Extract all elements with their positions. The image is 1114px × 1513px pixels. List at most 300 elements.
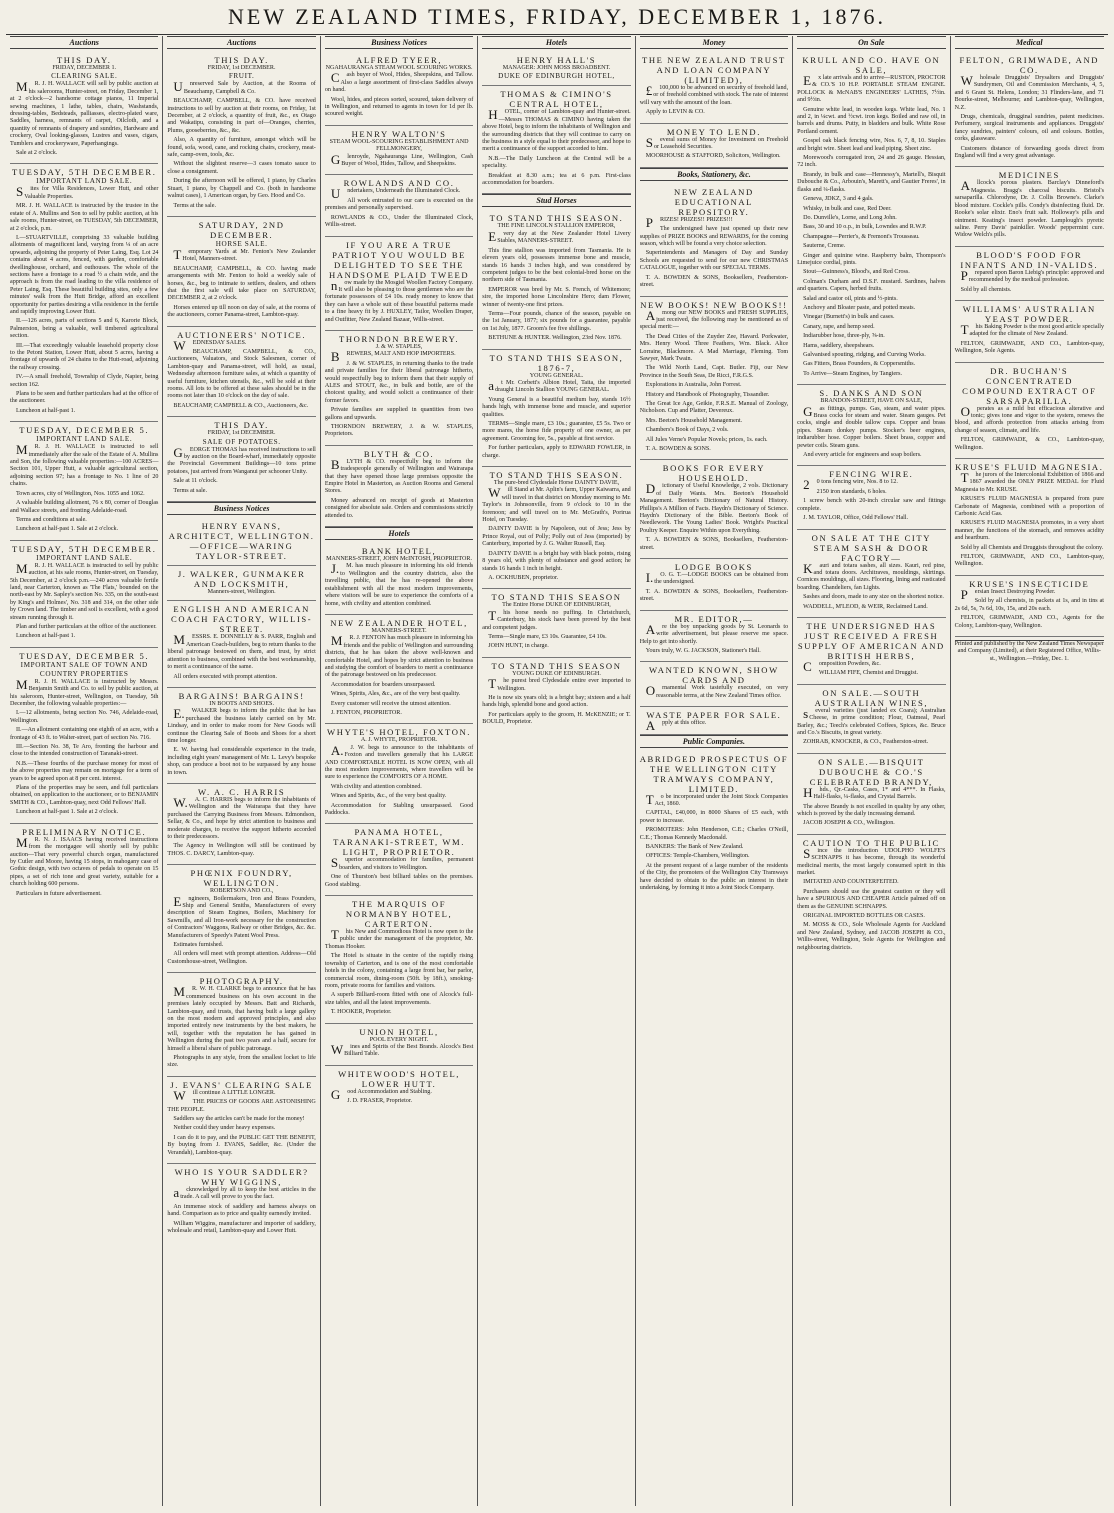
- ad-body: [167, 893, 316, 967]
- section-heading: Hotels: [325, 527, 473, 540]
- advertisement: [640, 611, 788, 663]
- advertisement: [955, 459, 1104, 576]
- ad-paragraph: Terms at the sale.: [173, 202, 216, 209]
- ad-body: [955, 472, 1104, 569]
- column-5: [636, 36, 793, 1506]
- ad-heading: KRUSE'S FLUID MAGNESIA.: [955, 462, 1104, 472]
- advertisement: [167, 566, 315, 601]
- ad-paragraph: BANKERS: The Bank of New Zealand.: [645, 843, 744, 850]
- advertisement: [167, 518, 315, 566]
- ad-paragraph: ZOHRAB, KNOCKER, & CO., Featherston-street.: [803, 739, 929, 746]
- ad-title: IMPORTANT LAND SALE.: [36, 553, 133, 562]
- ad-paragraph: Apply at this office.: [645, 718, 707, 734]
- ad-body: [167, 1087, 316, 1157]
- ad-paragraph: J. FENTON, PROPRIETOR.: [330, 709, 402, 716]
- advertisement: [10, 422, 158, 540]
- ad-paragraph: T. HOOKER, Proprietor.: [330, 1009, 392, 1016]
- ad-heading: TO STAND THIS SEASON.: [489, 470, 624, 481]
- ad-body: [325, 188, 473, 229]
- ad-paragraph: several varieties (just landed ex Coara); Australian Cheese, in prime condition; Flour, Oatmeal, Pearl Barley, &c.; Teech's celebrated Coffees, Spices, &c. Bruce and Co.'s Biscuits, in great variety.: [797, 705, 946, 736]
- ad-heading: PHŒNIX FOUNDRY, WELLINGTON.: [190, 868, 293, 889]
- ad-paragraph: Cash buyer of Wool, Hides, Sheepskins, and Tallow. Also a large assortment of first-class Saddles always on hand.: [324, 70, 474, 94]
- advertisement: [482, 350, 630, 467]
- ad-paragraph: Private families are supplied in quantities from two gallons and upwards.: [324, 407, 474, 421]
- ad-heading: DR. BUCHAN'S CONCENTRATED COMPOUND EXTRACT OF SARSAPARILLA.: [962, 365, 1097, 406]
- ad-body: [10, 81, 158, 157]
- ad-paragraph: Several sums of Money for Investment on Freehold or Leasehold Securities.: [645, 134, 789, 151]
- advertisement: [325, 543, 473, 615]
- ad-heading: BANK HOTEL,: [361, 546, 437, 557]
- ad-body: [325, 151, 474, 169]
- ad-paragraph: £100,000 to be advanced on security of freehold land, or of freehold combined with stock. The rate of interest will vary with the amount of the loan.: [639, 83, 789, 106]
- advertisement: [167, 1077, 315, 1164]
- ad-heading: NEW ZEALANDER HOTEL,: [330, 617, 468, 628]
- advertisement: [10, 52, 158, 164]
- advertisement: [325, 331, 473, 446]
- ad-body: [797, 560, 946, 611]
- ad-heading: THOMAS & CIMINO'S CENTRAL HOTEL,: [500, 89, 613, 110]
- ad-body: [167, 708, 315, 777]
- advertisement: [325, 824, 473, 896]
- advertisement: [167, 1164, 315, 1241]
- ad-paragraph: The jurors of the Intercolonial Exhibition of 1866 and 1867 awarded the ONLY PRIZE MEDAL for Fluid Magnesia to Mr. KRUSE.: [954, 470, 1104, 493]
- ad-title: CLEARING SALE.: [51, 72, 118, 81]
- ad-heading: WHYTE'S HOTEL, FOXTON.: [327, 727, 472, 738]
- ad-paragraph: KRUSE'S FLUID MAGNESIA is prepared from pure Carbonate of Magnesia, combined with a proportion of Carbonic Acid Gas.: [954, 496, 1104, 518]
- ad-paragraph: Sites for Villa Residences, Lower Hutt, and other Valuable Properties.: [16, 184, 159, 200]
- advertisement: [325, 237, 473, 331]
- ad-heading: MEDICINES: [998, 170, 1060, 181]
- ad-title: IMPORTANT SALE OF TOWN AND COUNTRY PROPERTIES: [20, 660, 148, 678]
- advertisement: [167, 52, 315, 217]
- ad-paragraph: Canary, rape, and hemp seed.: [803, 323, 875, 330]
- ad-paragraph: MR. J. FENTON has much pleasure in informing his friends and the public of Wellington and surrounding districts, that he has taken the above well-known and comfortable Hotel, and hopes by strict attention to business and studying the comfort of boarders to merit a continuance of the patronage bestowed on his predecessor.: [324, 633, 474, 679]
- ad-body: [167, 634, 315, 680]
- ad-paragraph: All Jules Verne's Popular Novels; prices, 1s. each.: [645, 436, 768, 443]
- advertisement: [797, 52, 945, 385]
- advertisement: [167, 601, 315, 687]
- ad-body: [325, 1041, 474, 1059]
- ad-heading: BLYTH & CO.: [363, 448, 435, 459]
- ad-paragraph: The Agency in Wellington will still be continued by THOS. C. DARCY, Lambton-quay.: [167, 843, 316, 857]
- advertisement: [955, 247, 1104, 301]
- ad-paragraph: W.A. C. HARRIS begs to inform the inhabitants of Wellington and the Wairarapa that they have purchased the Carrying Business from Messrs. Edmondson, Sellar, & Co., and hope by strict attention to business and moderate charges, to receive the support hitherto accorded to their predecessors.: [167, 794, 316, 840]
- ad-body: [167, 794, 316, 858]
- ad-paragraph: Terms—Four pounds, chance of the season, payable on the 1st January, 1877; six pounds for a guarantee, payable on 1st July, 1877. Groom's fee five shillings.: [482, 310, 631, 332]
- ad-paragraph: Since the introduction UDOLPHO WOLFE'S SCHNAPPS it has become, through its wonderful medicinal merits, the most largely consumed spirit in this market.: [797, 845, 946, 877]
- ad-paragraph: DAINTY DAVIE is a bright bay with black points, rising 8 years old, with plenty of substance and good action; he stands 16 hands 1 inch in height.: [482, 550, 631, 572]
- section-heading: Business Notices: [325, 36, 473, 49]
- ad-body: [10, 676, 159, 817]
- ad-paragraph: 20 tons fencing wire, Nos. 8 to 12.: [803, 477, 898, 493]
- section-heading: On Sale: [797, 36, 945, 49]
- ad-body: [482, 607, 631, 651]
- ad-body: [324, 277, 474, 324]
- ad-paragraph: The Hotel is situate in the centre of the rapidly rising township of Carterton, and is one of the most comfortable hotels in the colony, containing a large front bar, bar parlor, commercial room, dining-room (50ft. by 18ft.), smoking-room, private rooms for families and visitors.: [324, 953, 474, 989]
- ad-paragraph: Breakfast at 8.30 a.m.; tea at 6 p.m. First-class accommodation for boarders.: [482, 172, 631, 187]
- ad-paragraph: Salad and castor oil, pints and ½-pints.: [803, 295, 898, 302]
- ad-paragraph: Morewood's corrugated iron, 24 and 26 gauge. Hessian, 72 inch.: [797, 155, 946, 169]
- ad-subheading: THE FINE LINCOLN STALLION EMPEROR,: [497, 223, 616, 230]
- advertisement: [640, 52, 788, 124]
- ad-paragraph: BEAUCHAMP, CAMPBELL, & CO., Auctioneers, Valuators, and Stock Salesmen, corner of Lambton-quay and Panama-street, will hold, as usual, Wednesday afternoon furniture sales, at which a quantity of useful furniture, kitchen utensils, &c., will be sold at their rooms. All lots to be offered at these sales should be in the rooms not later than 10 o'clock on the day of sale.: [167, 348, 316, 400]
- ad-paragraph: Will continue A LITTLE LONGER.: [173, 1087, 276, 1103]
- ad-paragraph: Sauterne, Creme.: [803, 243, 846, 250]
- advertisement: [955, 576, 1104, 637]
- ad-paragraph: Wines, Spirits, Ales, &c., are of the very best quality.: [330, 691, 461, 698]
- advertisement: [482, 467, 630, 589]
- ad-heading: ON SALE.—BISQUIT DUBOUCHE & CO.'S CELEBRATED BRANDY,: [809, 756, 933, 787]
- ad-heading: WANTED KNOWN, SHOW CARDS AND: [649, 665, 779, 686]
- ad-paragraph: T. A. BOWDEN & SONS, Booksellers, Featherston-street.: [639, 274, 789, 289]
- ad-heading: ON SALE.—SOUTH AUSTRALIAN WINES,: [814, 687, 929, 708]
- ad-paragraph: Terms—Single mare, £3 10s. Guarantee, £4 10s.: [488, 633, 607, 640]
- advertisement: [797, 835, 945, 958]
- ad-paragraph: BETHUNE & HUNTER. Wellington, 23rd Nov. 1876.: [488, 335, 622, 342]
- ad-paragraph: Will Stand at Mr. Aplin's farm, Upper Kaiwarra, and will travel in that district on Monday morning to Mr. Taylor's in Johnsonville, from 9 o'clock to 10 in the forenoon; and will travel on to Mr. McGrath's, Porirua Hotel, on Tuesday.: [482, 485, 631, 524]
- advertisement: [797, 530, 945, 618]
- advertisement: [955, 167, 1104, 246]
- ad-paragraph: I.O. G. T.—LODGE BOOKS can be obtained from the undersigned.: [645, 570, 789, 586]
- ad-paragraph: A superb Billiard-room fitted with one of Alcock's full-size tables, and all the latest improvements.: [324, 992, 474, 1006]
- advertisement: [167, 865, 315, 973]
- ad-paragraph: All orders will meet with prompt attention. Address—Old Customhouse-street, Wellington.: [167, 951, 316, 965]
- ad-paragraph: Wool, hides, and pieces sorted, scoured, taken delivery of in Wellington, and returned to agents in town for 1d per lb. scoured weight.: [324, 96, 474, 118]
- ad-paragraph: One of Thurston's best billiard tables on the premises. Good stabling.: [324, 874, 474, 888]
- ad-heading: TO STAND THIS SEASON: [491, 660, 622, 671]
- advertisement: [167, 784, 315, 865]
- ad-body: [797, 403, 946, 460]
- ad-paragraph: Anchovy and Bloater paste, and potted meats.: [803, 304, 916, 311]
- ad-paragraph: Apply to LEVIN & CO.: [645, 109, 705, 116]
- ad-paragraph: Indiarubber hose, three-ply, ⅝-in.: [803, 333, 885, 340]
- ad-paragraph: FELTON, GRIMWADE, & CO., Lambton-quay, Wellington.: [954, 437, 1104, 451]
- colophon: Printed and published by the New Zealand Times Newspaper and Company (Limited), at their Registered Office, Willis-st., Wellington.—Friday, Dec. 1.: [954, 640, 1104, 662]
- ad-body: [167, 246, 316, 320]
- ad-heading: TUESDAY, 5TH DECEMBER.: [11, 543, 157, 554]
- ad-paragraph: II.—An allotment containing one eighth of an acre, with a frontage of 43 ft. to Walter-street, part of section No. 716.: [10, 727, 159, 741]
- ad-title: IMPORTANT LAND SALE.: [36, 435, 133, 444]
- ad-body: [640, 134, 789, 161]
- ad-body: [955, 267, 1104, 294]
- column-2: [163, 36, 320, 1506]
- ad-title: DUKE OF EDINBURGH HOTEL,: [498, 72, 615, 81]
- ad-heading: BARGAINS! BARGAINS!: [178, 690, 305, 701]
- ad-body: [167, 444, 316, 495]
- ad-paragraph: Plans to be seen and further particulars had at the office of the auctioneer.: [10, 391, 159, 405]
- ad-body: [954, 321, 1104, 356]
- ad-body: [954, 586, 1104, 630]
- ad-paragraph: IMITATED AND COUNTERFEITED.: [803, 879, 899, 886]
- ad-body: [10, 444, 158, 533]
- ad-paragraph: Vinegar (Burnett's) in bulk and cases.: [803, 314, 895, 321]
- ad-heading: TUESDAY, DECEMBER 5.: [19, 650, 150, 661]
- ad-paragraph: Luncheon at half-past 1.: [16, 407, 76, 414]
- ad-paragraph: JOHN HUNT, in charge.: [488, 643, 549, 650]
- ad-heading: TUESDAY, DECEMBER 5.: [19, 425, 150, 436]
- ad-paragraph: BEAUCHAMP, CAMPBELL & CO., Auctioneers, &c.: [173, 402, 309, 409]
- ad-subheading: POOL EVERY NIGHT.: [369, 1036, 429, 1043]
- advertisement: [640, 751, 788, 899]
- ad-heading: PHOTOGRAPHY.: [199, 976, 284, 987]
- ad-body: [482, 377, 631, 460]
- ad-paragraph: Among our NEW BOOKS and FRESH SUPPLIES, just received, the following may be mentioned as of special merit:—: [639, 307, 789, 331]
- advertisement: [482, 86, 630, 194]
- advertisement: [640, 559, 788, 611]
- ad-paragraph: This horse needs no puffing. In Christchurch, Canterbury, his stock have been proved by the best and competent judges.: [482, 607, 631, 631]
- ad-heading: FELTON, GRIMWADE, AND CO.: [959, 55, 1100, 75]
- ad-paragraph: FELTON, GRIMWADE, AND CO., Lambton-quay, Wellington.: [954, 554, 1104, 568]
- ad-paragraph: MR. J. H. WALLACE will sell by public auction at his salerooms, Hunter-street, on Friday, December 1, at 2 o'clock—2 handsome cottage pianos, 11 Imperial sewing machines, 1 lathe, tables, chairs, Washstands, dressing-tables, Bedsteads, palliasses, electro-plated ware, Saddles, harness, remnants of carpet, Oilcloth, and a quantity of remnants of drapery and sundries, Hardware and crockery, Oval looking-glasses, Lustres and vases, cigars, Tumblers and crockeryware, Paperhangings.: [10, 79, 159, 147]
- ad-body: [954, 403, 1104, 452]
- ad-paragraph: II.—126 acres, parts of sections 5 and 6, Karorie Block, Palmerston, being a valuable, well timbered agricultural section.: [10, 318, 159, 340]
- ad-paragraph: All orders executed with prompt attention.: [173, 673, 277, 680]
- ad-heading: HENRY HALL'S: [516, 55, 597, 65]
- ad-subheading: MANNERS-STREET, JOHN McINTOSH, PROPRIETOR.: [326, 556, 473, 563]
- advertisement: [167, 973, 315, 1076]
- column-3: [321, 36, 478, 1506]
- ad-subheading: J. & W. STAPLES,: [375, 343, 423, 350]
- ad-body: [10, 834, 159, 898]
- ad-paragraph: Superior accommodation for families, permanent boarders, and visitors to Wellington.: [330, 855, 474, 871]
- ad-paragraph: THORNDON BREWERY, J. & W. STAPLES, Proprietors.: [324, 424, 474, 438]
- ad-body: [167, 337, 316, 411]
- ad-body: [324, 456, 474, 520]
- ad-body: [10, 186, 158, 415]
- ad-paragraph: E. W. having had considerable experience in the trade, including eight years' management of Mr. L. Levy's bespoke shop, can produce a boot not to be surpassed by any house in town.: [167, 747, 316, 776]
- ad-heading: WHITEWOOD'S HOTEL, LOWER HUTT.: [338, 1068, 461, 1089]
- ad-paragraph: Customers distance of forwarding goods direct from England will find a very great advantage.: [954, 145, 1104, 160]
- ad-paragraph: GEORGE THOMAS has received instructions to sell by auction on the Board-wharf, immediately opposite the Provincial Government Buildings—10 tons prime potatoes, just arrived from Wanganui per schooner Unity.: [167, 444, 316, 475]
- ad-heading: KRULL AND CO. HAVE ON SALE,: [802, 55, 941, 75]
- ad-body: [955, 180, 1104, 239]
- ad-heading: PANAMA HOTEL, TARANAKI-STREET, WM. LIGHT, PROPRIETOR.: [333, 827, 466, 858]
- advertisement: [167, 217, 315, 327]
- section-heading: Medical: [955, 36, 1104, 49]
- section-heading: Auctions: [10, 36, 158, 49]
- ad-paragraph: FELTON, GRIMWADE, AND CO., Agents for the Colony, Lambton-quay, Wellington.: [954, 615, 1104, 629]
- ad-paragraph: To Arrive—Steam Engines, by Tangiers.: [803, 370, 903, 377]
- ad-paragraph: Genuine white lead, in wooden kegs. White lead, No. 1 and 2, in ¼cwt. and ½cwt. iron kegs. Boiled and raw oil, in barrels and drums. Putty, in bladders and bulk. White Rose Portland cement.: [797, 106, 946, 135]
- ad-heading: TO STAND THIS SEASON: [491, 592, 622, 603]
- ad-paragraph: BEAUCHAMP, CAMPBELL, & CO. having made arrangements with Mr. Fenton to hold a weekly sale of horses, &c., beg to intimate to settlers, dealers, and others that the first sale will take place on SATURDAY, DECEMBER 2, at 2 o'clock.: [167, 265, 316, 302]
- ad-paragraph: JACOB JOSEPH & CO., Wellington.: [803, 820, 895, 827]
- ad-paragraph: Superintendents and Managers of Day and Sunday Schools are requested to send for our new CHRISTMAS CATALOGUE, together with our SPECIAL TERMS.: [639, 250, 789, 272]
- ad-subheading: BRANDON-STREET, HAVE ON SALE,: [820, 398, 923, 405]
- advertisement: [797, 385, 945, 466]
- ad-paragraph: CAPITAL, £40,000, in 8000 Shares of £5 each, with power to increase.: [639, 810, 789, 824]
- advertisement: [797, 618, 945, 685]
- ad-paragraph: This New and Commodious Hotel is now open to the public under the management of the proprietor, Mr. Thomas Hooker.: [324, 927, 474, 950]
- ad-body: [167, 1187, 315, 1235]
- ad-paragraph: This fine stallion was imported from Tasmania. He is eleven years old, possesses immense bone and muscle, stands 16 hands 3 inches high, and was considered by competent judges to be the best colonial-bred horse on the northern side of Tasmania.: [482, 247, 631, 284]
- ad-subheading: STEAM WOOL-SCOURING ESTABLISHMENT AND FELLMONGERY,: [329, 138, 469, 153]
- ad-paragraph: now made by the Mosgiel Woollen Factory Company. It will also be pleasing to those gentlemen who are the fortunate possessors of £4 10s. ready money to know that they can have a whole suit of these beautiful patterns made to a fine heavy fit by J. HUXLEY, Tailor, Woollen Draper, and Outfitter, New Zealand Bazaar, Willis-street.: [324, 277, 474, 323]
- advertisement: [482, 589, 630, 657]
- ad-body: [640, 85, 788, 117]
- ad-body: [955, 75, 1104, 160]
- advertisement: [640, 124, 788, 168]
- ad-paragraph: MR. J. H. WALLACE is instructed by the trustee in the estate of A. Mullins and Son to sell by public auction, at his sale rooms, Hunter-street, on TUESDAY, 5th DECEMBER, at 2 o'clock, p.m.: [10, 203, 159, 232]
- advertisement: [167, 688, 315, 784]
- ad-heading: ENGLISH AND AMERICAN COACH FACTORY, WILLIS-STREET.: [170, 604, 313, 635]
- ad-subheading: FRIDAY, 1st DECEMBER.: [207, 65, 276, 71]
- ad-paragraph: The Great Ice Age, Geikie, F.R.S.E. Manual of Zoology, Nicholson. Cup and Platter, Devereux.: [639, 400, 789, 415]
- ad-subheading: FRIDAY, DECEMBER 1.: [52, 65, 117, 71]
- ad-paragraph: BEAUCHAMP, CAMPBELL, & CO. have received instructions to sell by auction at their rooms, on Friday, 1st December, at 2 o'clock, a quantity of fruit, &c., ex Otago and Wakatipu, consisting in part of—Oranges, cherries, Plums, gooseberries, &c., &c.: [167, 98, 316, 134]
- ad-paragraph: Terms at sale.: [173, 487, 208, 494]
- newspaper-columns: [6, 36, 1108, 1506]
- ad-paragraph: Particulars in future advertisement.: [16, 890, 102, 897]
- ad-paragraph: At the present request of a large number of the residents of the City, the promoters of the Wellington City Tramways have decided to obtain to the public an interest in their undertaking, by forming it into a Joint Stock Company.: [639, 862, 789, 891]
- ad-paragraph: WADDELL, M'LEOD, & WEIR, Reclaimed Land.: [803, 603, 928, 610]
- ad-paragraph: Do. Dunville's, Lorne, and Long John.: [803, 214, 897, 221]
- ad-heading: THIS DAY.: [214, 420, 269, 431]
- ad-heading: TO STAND THIS SEASON, 1876-7,: [489, 352, 624, 373]
- ad-body: [639, 214, 789, 290]
- masthead: NEW ZEALAND TIMES, FRIDAY, DECEMBER 1, 1876.: [228, 4, 886, 29]
- ad-paragraph: I.—12 allotments, being section No. 746, Adelaide-road, Wellington.: [10, 710, 159, 724]
- ad-title: SALE OF POTATOES.: [202, 437, 281, 446]
- advertisement: [482, 210, 630, 349]
- ad-heading: HENRY WALTON'S: [351, 128, 447, 139]
- ad-body: [640, 483, 788, 552]
- ad-paragraph: N.B.—The Daily Luncheon at the Central will be a speciality.: [482, 155, 631, 170]
- ad-subheading: YOUNG DUKE OF EDINBURGH.: [512, 670, 601, 677]
- ad-paragraph: Sold by all chemists, in packets at 1s, and in tins at 2s 6d, 5s, 7s 6d, 10s, 15s, and 20s each.: [954, 598, 1104, 612]
- ad-paragraph: FELTON, GRIMWADE, AND CO., Lambton-quay, Wellington, Sole Agents.: [954, 340, 1104, 355]
- ad-title: IMPORTANT LAND SALE.: [36, 177, 133, 186]
- ad-subheading: ROBERTSON AND CO.,: [209, 888, 274, 895]
- ad-body: [167, 81, 315, 210]
- advertisement: [640, 297, 788, 461]
- ad-paragraph: WEDNESDAY SALES.: [173, 337, 247, 353]
- ad-paragraph: BREWERS, MALT AND HOP IMPORTERS.: [330, 349, 456, 365]
- ad-paragraph: MESSRS. E. DONNELLY & S. PARR, English and American Coach-builders, beg to return thanks to the liberal patronage bestowed on them, and trust, by strict attention to business, combined with the best workmanship, to merit a continuance of the same.: [167, 632, 316, 671]
- ad-paragraph: Accommodation for boarders unsurpassed.: [330, 681, 436, 688]
- ad-paragraph: William Wiggins, manufacturer and importer of saddlery, wholesale and retail, Lambton-quay and Lower Hutt.: [167, 1220, 316, 1235]
- ad-body: [639, 307, 789, 454]
- ad-heading: LODGE BOOKS: [674, 562, 753, 573]
- section-heading: Auctions: [167, 36, 315, 49]
- ad-body: [482, 678, 630, 726]
- advertisement: [797, 466, 945, 529]
- section-heading: Public Companies.: [640, 735, 788, 748]
- advertisement: [797, 685, 945, 754]
- ad-paragraph: Ex late arrivals and to arrive—RUSTON, PROCTOR & CO.'S 10 H.P. PORTABLE STEAM ENGINE. POLLOCK & McNAB'S ENGINEERS' LATHES, 7½in. and 9½in.: [797, 73, 946, 104]
- ad-paragraph: Wines and Spirits, &c., of the very best quality.: [330, 793, 447, 800]
- ad-paragraph: Unreserved Sale by Auction, at the Rooms of Beauchamp, Campbell & Co.: [173, 79, 316, 95]
- advertisement: [10, 164, 158, 422]
- advertisement: [325, 126, 473, 176]
- ad-paragraph: Gospel oak black fencing wire, Nos. 6, 7, 8, 10. Staples and bright wire. Sheet lead and lead piping. Sheet zinc.: [797, 138, 946, 152]
- ad-paragraph: Luncheon at half-past 1. Sale at 2 o'clock.: [16, 809, 119, 816]
- ad-body: [640, 572, 788, 604]
- ad-paragraph: Saddlers say the articles can't be made for the money!: [173, 1115, 305, 1122]
- ad-paragraph: The Wild North Land, Capt. Butler. Fiji, our New Province in the South Seas, De Ricci, F.R.G.S.: [639, 365, 789, 379]
- ad-paragraph: Ornamental Work tastefully executed, on very reasonable terms, at the New Zealand Times office.: [645, 683, 789, 699]
- ad-paragraph: Without the slightest reserve—3 cases tomato sauce to close a consignment.: [167, 161, 316, 175]
- ad-paragraph: Sale at 11 o'clock.: [173, 478, 218, 485]
- ad-heading: SATURDAY, 2ND DECEMBER.: [198, 219, 285, 240]
- ad-paragraph: Engineers, Boilermakers, Iron and Brass Founders, Ship and General Smiths, Manufacturers of every description of Steam Engines, Boilers, Machinery for Sawmills, and all Iron-work necessary for the construction of Contractors' Waggons, Railway or other Bridges, &c. &c. Manufacturers of Speedy's Patent Wool Press.: [167, 893, 316, 939]
- section-heading: Hotels: [482, 36, 630, 49]
- ad-paragraph: J. & W. STAPLES, in returning thanks to the trade and private families for their liberal patronage hitherto, would respectfully beg to inform them that their supply of ALES and STOUT, &c., in bulk and bottle, are of the choicest quality, and would solicit a continuance of their former favors.: [324, 360, 474, 404]
- ad-paragraph: During the afternoon will be offered, 1 piano, by Charles Stuart, 1 piano, by Chappell and Co. (both in handsome walnut cases), 1 American organ, by Geo. Hood and Co.: [167, 178, 316, 200]
- ad-paragraph: Photographs in any style, from the smallest locket to life size.: [167, 1054, 316, 1069]
- section-heading: Business Notices: [167, 502, 315, 515]
- ad-paragraph: HOTEL, corner of Lambton-quay and Hunter-street.—Messrs THOMAS & CIMINO having taken the above Hotel, beg to inform the inhabitants of Wellington and the surrounding districts that they will continue to carry on the business in a style equal to their predecessor, and hope to merit a continuance of the support accorded to him.: [482, 107, 631, 153]
- ad-body: [482, 109, 630, 187]
- advertisement: [325, 724, 473, 824]
- ad-body: [325, 563, 473, 607]
- advertisement: [325, 615, 473, 724]
- ad-paragraph: An immense stock of saddlery and harness always on hand. Comparison as to price and quality earnestly invited.: [167, 1203, 316, 1218]
- ad-heading: HENRY EVANS, ARCHITECT, WELLINGTON.—OFFICE—WARING TAYLOR-STREET.: [168, 521, 315, 562]
- ad-paragraph: T. A. BOWDEN & SONS, Booksellers, Featherston-street.: [639, 588, 789, 603]
- ad-paragraph: This Baking Powder is the most good article specially adapted for the climate of New Zealand.: [960, 321, 1104, 338]
- ad-paragraph: Chambers's Book of Days, 2 vols.: [645, 427, 729, 434]
- ad-paragraph: I.—STUARTVILLE, comprising 33 valuable building allotments of magnificent land, varying from ¼ of an acre upwards, adjoining the property of Peter Laing, Esq. Lot 24 contains about 4 acres, fenced, with garden, comfortable dwellinghouse, orchard, and outhouses. The whole of the sections have a frontage to a road ½ a chain wide, and the approach is from the road leading to the villa residence of Peter Laing, Esq. These beautiful building sites, only a few minutes' walk from the Hutt Bridge, afford an excellent opportunity for parties desiring a villa residence in the fertile and rapidly improving Lower Hutt.: [10, 234, 159, 315]
- ad-subheading: NGAHAURANGA STEAM WOOL SCOURING WORKS.: [325, 65, 473, 71]
- advertisement: [955, 301, 1104, 363]
- ad-paragraph: E.WALKER begs to inform the public that he has purchased the business lately carried on by Mr. Lindsay, and in order to make room for New Goods will continue the Clearing Sale of Boots and Shoes for a short time longer.: [167, 706, 316, 744]
- ad-paragraph: 1 screw bench with 20-inch circular saw and fittings complete.: [797, 498, 946, 512]
- ad-heading: FENCING WIRE.: [829, 469, 914, 480]
- ad-heading: WHO IS YOUR SADDLER? WHY WIGGINS,: [174, 1167, 309, 1187]
- ad-paragraph: Gas fittings, pumps. Gas, steam, and water pipes. Brass cocks for steam and water. Steam gauges. Pet cocks, single and double tallow cups. Copper and brass pipes. Steam donkey pumps. Stocker's beer engines, indiarubber hose. Copper boilers. Sheet brass, copper and pewter coils. Steam guns.: [797, 403, 946, 449]
- section-heading: Stud Horses: [482, 194, 630, 207]
- ad-body: [325, 635, 473, 717]
- ad-paragraph: MR. N. J. ISAACS having received instructions from the mortgagee will shortly sell by public auction—That very powerful church organ, manufactured by Cutler and Moore, having 15 stops, in mahogany case of Gothic design, with two octaves of pedals to operate on 15 pipes, a set of rich tone and great variety, suitable for a church holding 600 persons.: [10, 834, 159, 888]
- ad-paragraph: Bass, 30 and 10 o.p., in bulk, Lowndes and R.W.P.: [803, 224, 927, 231]
- advertisement: [10, 824, 158, 904]
- ad-paragraph: T. A. BOWDEN & SONS, Booksellers, Featherston-street.: [639, 537, 789, 551]
- ad-paragraph: A valuable building allotment, 76 x 80, corner of Douglas and Wallace streets, and fronting Adelaide-road.: [10, 500, 159, 514]
- ad-paragraph: acknowledged by all to keep the best articles in the trade. A call will prove to you the fact.: [173, 1185, 316, 1201]
- ad-paragraph: Brandy, in bulk and case—Hennessy's, Martell's, Bisquit Dubouche & Co., Arbouin's, Marett's, and Gautier Freres', in flasks and ¼-flasks.: [797, 171, 946, 193]
- ad-heading: TUESDAY, 5TH DECEMBER.: [11, 167, 157, 178]
- ad-paragraph: ROWLANDS & CO., Under the Illuminated Clock, Willis-street.: [324, 214, 474, 229]
- advertisement: [325, 52, 473, 126]
- ad-paragraph: The above Brandy is not excelled in quality by any other, which is proved by the daily increasing demand.: [797, 803, 946, 817]
- ad-paragraph: Ginger and quinine wine. Raspberry balm, Thompson's Limejuice cordial, pints.: [797, 252, 946, 266]
- ad-paragraph: Champagne—Perrier's, & Fremont's Trousseau.: [803, 233, 920, 240]
- ad-paragraph: Also, A quantity of furniture, amongst which will be found, sofa, wood, cane, and rocking chairs, crockery, meat-safe, camp-oven, tools, &c.: [167, 137, 316, 159]
- ad-heading: THORNDON BREWERY.: [338, 333, 460, 344]
- ad-body: [482, 228, 631, 343]
- ad-paragraph: OFFICES: Temple-Chambers, Wellington.: [645, 853, 750, 860]
- ad-heading: THIS DAY.: [56, 55, 112, 65]
- ad-paragraph: Gas Fitters, Brass Founders, & Coppersmiths.: [803, 361, 916, 368]
- ad-paragraph: Young General is a beautiful medium bay, stands 16½ hands high, with immense bone and muscle, and superior qualities.: [482, 396, 631, 418]
- section-heading: Books, Stationery, &c.: [640, 168, 788, 181]
- column-1: [6, 36, 163, 1506]
- ad-paragraph: Mrs. Beeton's Household Management.: [645, 417, 743, 424]
- ad-heading: THIS DAY.: [214, 55, 269, 65]
- ad-paragraph: M. MOSS & CO., Sole Wholesale Agents for Auckland and New Zealand, Sydney, and JACOB JOSEPH & CO., Willis-street, Wellington, Sole Agents for Wellington and neighbouring districts.: [797, 922, 946, 951]
- ad-body: [325, 929, 473, 1016]
- ad-body: [797, 784, 946, 828]
- ad-paragraph: Sold by all Chemists and Druggists throughout the colony.: [960, 544, 1104, 551]
- advertisement: [797, 754, 945, 835]
- ad-body: [325, 1086, 473, 1106]
- ad-subheading: The pure-bred Clydesdale Horse DAINTY DAVIE,: [493, 480, 620, 487]
- advertisement: [640, 662, 788, 707]
- ad-subheading: MANAGER: JOHN MOSS BROADBENT.: [502, 65, 611, 71]
- ad-heading: KRUSE'S INSECTICIDE: [969, 578, 1090, 589]
- ad-heading: PRELIMINARY NOTICE.: [22, 826, 147, 837]
